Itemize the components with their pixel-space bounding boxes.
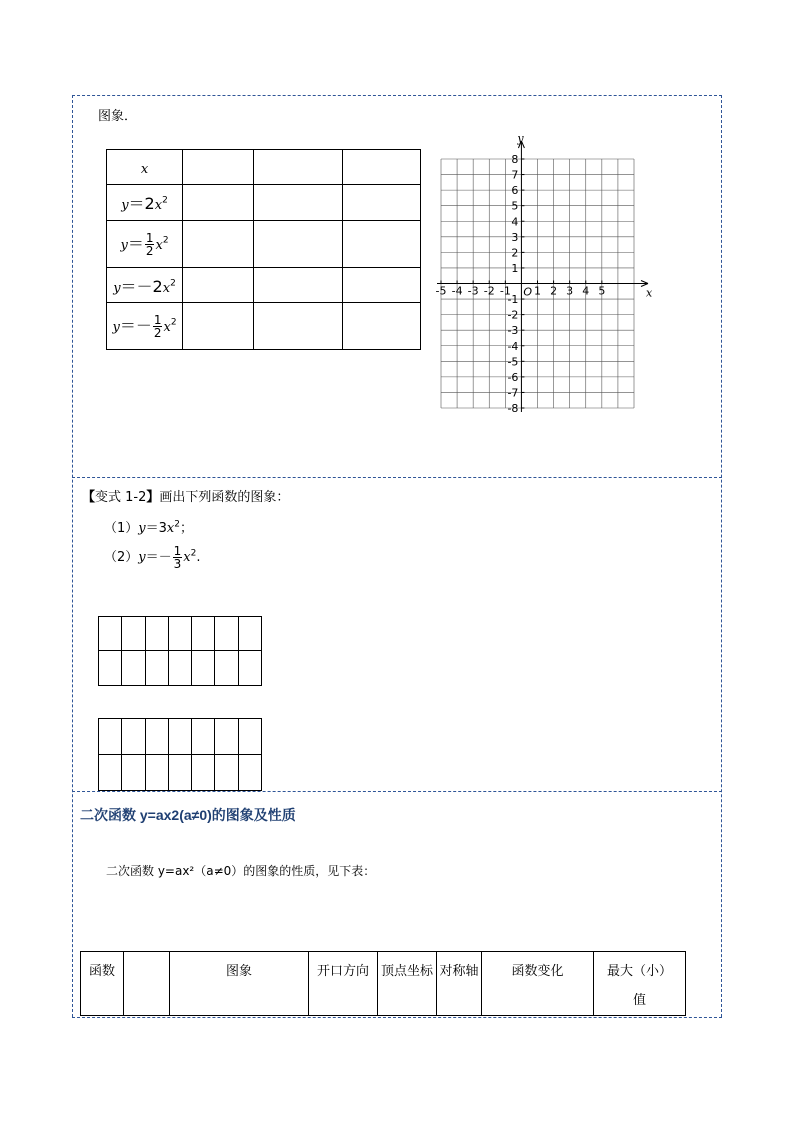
y-axis-label: y [517, 132, 524, 145]
table-cell[interactable] [238, 755, 261, 791]
table-cell[interactable] [254, 185, 343, 221]
value-table [106, 149, 421, 350]
table-cell[interactable] [254, 303, 343, 350]
y-tick-label: 2 [511, 246, 519, 260]
table-cell[interactable] [183, 268, 254, 303]
section1-label: 图象． [98, 109, 138, 124]
table-cell[interactable] [343, 150, 421, 185]
blank-table-2 [98, 718, 262, 791]
section3-intro: 二次函数 y=ax²（a≠0）的图象的性质，见下表： [106, 864, 376, 878]
x-tick-label: 2 [550, 284, 558, 298]
header-opening-direction: 开口方向 [309, 952, 378, 1016]
table-cell[interactable] [145, 755, 168, 791]
table-cell[interactable] [183, 150, 254, 185]
table-cell[interactable] [145, 651, 168, 686]
y-tick-label: -4 [507, 339, 519, 353]
x-tick-label: 5 [598, 284, 606, 298]
table-cell[interactable] [254, 150, 343, 185]
y-tick-label: 1 [511, 261, 519, 275]
table-cell[interactable] [99, 755, 122, 791]
frame-bottom [72, 1017, 722, 1018]
y-tick-label: -8 [507, 402, 519, 415]
table-cell[interactable] [168, 755, 191, 791]
x-axis-label: x [646, 286, 653, 300]
table-cell[interactable] [238, 719, 261, 755]
table-cell[interactable] [168, 719, 191, 755]
table-cell[interactable] [215, 719, 238, 755]
y-tick-label: 6 [511, 184, 519, 198]
x-tick-label: 4 [582, 284, 590, 298]
table-cell[interactable] [215, 617, 238, 651]
table-cell[interactable] [343, 268, 421, 303]
variant-item-2: （2）y＝－ $\frac{1}{3}$ $x^2$. [104, 544, 201, 571]
table-cell[interactable] [168, 617, 191, 651]
x-tick-label: -5 [435, 284, 447, 298]
table-cell[interactable] [122, 719, 145, 755]
variant-title: 【变式 1-2】画出下列函数的图象： [82, 490, 290, 505]
section3-heading: 二次函数 y=ax2(a≠0)的图象及性质 [80, 807, 296, 823]
header-extreme-value [594, 952, 686, 1016]
table-cell[interactable] [192, 755, 215, 791]
table-cell[interactable] [183, 185, 254, 221]
header-function-change: 函数变化 [482, 952, 594, 1016]
blank-table-1 [98, 616, 262, 686]
table-cell[interactable] [145, 617, 168, 651]
table-cell[interactable] [99, 719, 122, 755]
table-cell[interactable] [238, 651, 261, 686]
y-tick-label: 7 [511, 168, 519, 182]
table-cell[interactable] [343, 303, 421, 350]
table-cell[interactable] [215, 755, 238, 791]
row-label-y1: $y=2x^2$ [107, 185, 183, 221]
table-cell[interactable] [238, 617, 261, 651]
header-axis-of-symmetry: 对称轴 [437, 952, 482, 1016]
table-cell[interactable] [343, 221, 421, 268]
header-blank [124, 952, 170, 1016]
y-tick-label: -3 [507, 324, 519, 338]
x-tick-label: 3 [566, 284, 574, 298]
table-cell[interactable] [254, 221, 343, 268]
frame-right [721, 95, 722, 1017]
row-label-y4: y＝－ $\frac{1}{2}$ $x^2$ [107, 303, 183, 350]
y-tick-label: -2 [507, 308, 519, 322]
row-label-y3: $y=-2x^2$ [107, 268, 183, 303]
y-tick-label: -6 [507, 370, 519, 384]
y-tick-label: 8 [511, 153, 519, 166]
table-cell[interactable] [215, 651, 238, 686]
x-tick-label: -2 [483, 284, 495, 298]
y-tick-label: -7 [507, 386, 519, 400]
frame-top [72, 95, 722, 96]
properties-table [80, 951, 686, 1016]
frame-divider-1 [72, 477, 722, 478]
y-tick-label: 5 [511, 199, 519, 213]
header-function: 函数 [81, 952, 124, 1016]
row-label-x: x [107, 150, 183, 185]
table-cell[interactable] [343, 185, 421, 221]
table-cell[interactable] [168, 651, 191, 686]
table-cell[interactable] [122, 617, 145, 651]
header-graph: 图象 [170, 952, 309, 1016]
header-extreme-line1: 最大（小） [606, 964, 672, 979]
table-cell[interactable] [183, 303, 254, 350]
x-tick-label: -4 [451, 284, 463, 298]
table-cell[interactable] [192, 617, 215, 651]
origin-label: O [523, 285, 533, 299]
header-extreme-line2: 值 [632, 993, 646, 1008]
variant-item-1: $(1)y=3x^2$； [104, 519, 194, 536]
row-label-y2: y＝ $\frac{1}{2}$ $x^2$ [107, 221, 183, 268]
x-tick-label: -1 [499, 284, 511, 298]
y-tick-label: -5 [507, 355, 519, 369]
coordinate-grid [430, 132, 660, 422]
table-cell[interactable] [122, 651, 145, 686]
table-cell[interactable] [99, 651, 122, 686]
x-tick-label: -3 [467, 284, 479, 298]
table-cell[interactable] [183, 221, 254, 268]
frame-left [72, 95, 73, 1017]
header-vertex: 顶点坐标 [378, 952, 437, 1016]
table-cell[interactable] [145, 719, 168, 755]
table-cell[interactable] [122, 755, 145, 791]
y-tick-label: 4 [511, 215, 519, 229]
x-tick-label: 1 [534, 284, 541, 298]
frame-divider-2 [72, 791, 722, 792]
table-cell[interactable] [99, 617, 122, 651]
y-tick-label: 3 [511, 230, 519, 244]
y-tick-label: -1 [507, 293, 519, 307]
table-cell[interactable] [192, 651, 215, 686]
table-cell[interactable] [192, 719, 215, 755]
table-cell[interactable] [254, 268, 343, 303]
